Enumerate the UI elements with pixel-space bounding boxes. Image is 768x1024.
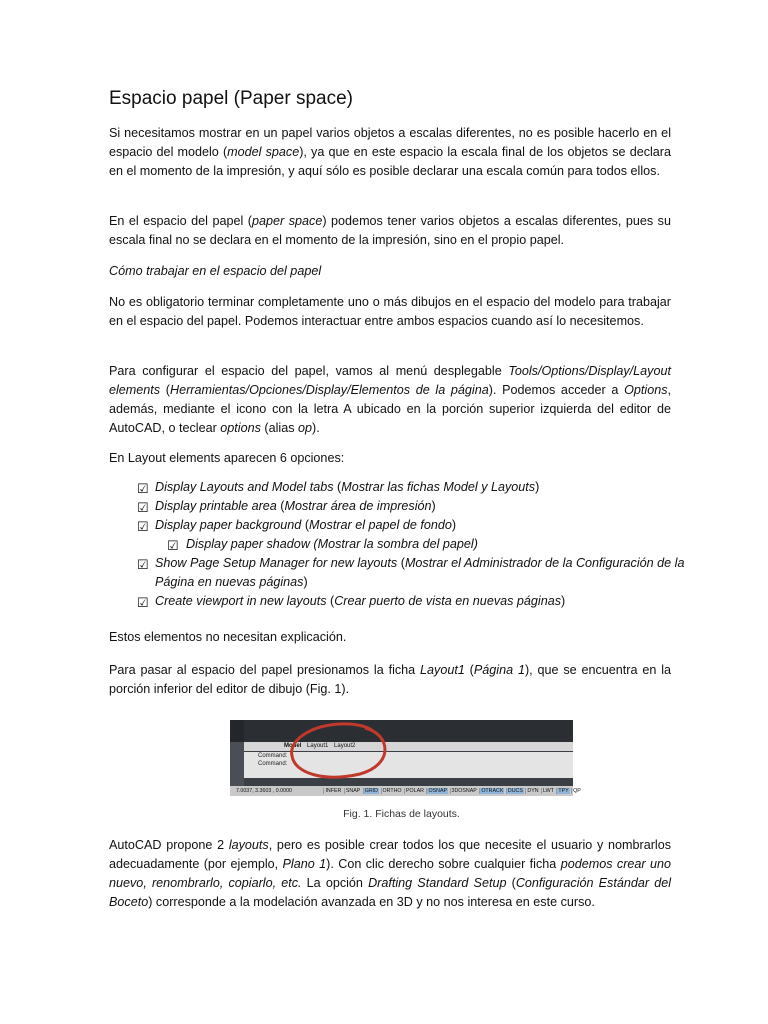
- text-run: ). Con clic derecho sobre cualquier ficha: [326, 857, 561, 871]
- text-run: , además, mediante el icono con la letra A ubicado en la porción superior izquierda del editor de AutoCAD, o teclear: [109, 383, 671, 435]
- drafting-standard-term: Drafting Standard Setup: [368, 876, 507, 890]
- text-run: ): [561, 594, 566, 608]
- text-run: ) corresponde a la modelación avanzada en 3D y no nos interesa en este curso.: [148, 895, 595, 909]
- text-run: , pero es posible crear todos los que necesite el usuario y nombrarlos adecuadamente (por ejemplo,: [109, 838, 671, 871]
- option-es: Mostrar las fichas Model y Layouts: [341, 480, 536, 494]
- text-run: (: [276, 499, 285, 513]
- option-es: Mostrar el Administrador de la Configuración de la Página en nuevas páginas: [155, 556, 685, 589]
- menu-path-es: Herramientas/Opciones/Display/Elementos de la página: [169, 383, 489, 397]
- paragraph-model-space: [109, 124, 671, 181]
- status-toggle-infer[interactable]: INFER: [325, 788, 342, 794]
- checkbox-icon: ☑: [137, 500, 149, 515]
- context-menu-actions: podemos crear uno nuevo, renombrarlo, copiarlo, etc.: [109, 857, 672, 890]
- text-run: ): [451, 518, 457, 532]
- option-en: Display printable area: [155, 499, 277, 513]
- subheading: [109, 262, 671, 281]
- command-side-bar: [230, 742, 244, 788]
- text-run: La opción: [301, 876, 369, 890]
- text-run: (: [464, 663, 474, 677]
- options-term: Options: [624, 383, 668, 397]
- text-run: ) podemos tener varios objetos a escalas diferentes, pues su escala final no se declara en el momento de la impresión, sino en el propio papel.: [109, 214, 671, 247]
- checkbox-icon: ☑: [137, 595, 149, 610]
- emphasis-paper-space: paper space: [252, 214, 323, 228]
- paragraph-layout-tab: [109, 661, 671, 699]
- coordinate-readout: 7.0037, 3.3603 , 0.0000: [236, 788, 292, 794]
- list-item: [109, 535, 689, 554]
- text-run: ). Podemos acceder a: [488, 383, 625, 397]
- list-item: [109, 516, 689, 535]
- status-toggle-dyn[interactable]: DYN: [527, 788, 539, 794]
- text-run: (: [301, 518, 310, 532]
- pagina1-term: Página 1: [473, 663, 525, 677]
- paragraph-no-explanation: Estos elementos no necesitan explicación.: [109, 630, 347, 644]
- tab-layout2[interactable]: Layout2: [334, 743, 356, 749]
- layouts-term: layouts: [228, 838, 269, 852]
- checkbox-icon: ☑: [137, 557, 149, 572]
- list-item: [109, 554, 689, 592]
- status-toggle-snap[interactable]: SNAP: [345, 788, 361, 794]
- status-bar: [230, 786, 581, 796]
- alias-op: op: [298, 421, 313, 435]
- text-run: ), ya que en este espacio la escala final de los objetos se declara en el momento de la impresión, y aquí sólo es posible declarar una escala común para todos ellos.: [109, 145, 671, 178]
- text-run: (: [333, 480, 342, 494]
- status-toggle-ortho[interactable]: ORTHO: [382, 788, 402, 794]
- highlight-circle-annotation: [270, 714, 400, 784]
- text-run: (alias: [260, 421, 299, 435]
- options-command: options: [220, 421, 261, 435]
- figure-caption: Fig. 1. Fichas de layouts.: [343, 808, 460, 820]
- status-toggle-grid[interactable]: GRID: [364, 788, 379, 794]
- checkbox-icon: ☑: [137, 481, 149, 496]
- layout1-term: Layout1: [420, 663, 465, 677]
- text-run: (: [397, 556, 405, 570]
- checkbox-icon: ☑: [167, 538, 179, 553]
- option-es: Mostrar área de impresión: [284, 499, 432, 513]
- emphasis-model-space: model space: [227, 145, 300, 159]
- text-run: Si necesitamos mostrar en un papel varios objetos a escalas diferentes, no es posible hacerlo en el espacio del modelo (: [109, 126, 671, 159]
- checkbox-icon: ☑: [137, 519, 149, 534]
- status-toggle-osnap[interactable]: OSNAP: [428, 788, 448, 794]
- status-toggle-ducs[interactable]: DUCS: [507, 788, 523, 794]
- text-run: ): [431, 499, 436, 513]
- tab-model[interactable]: Model: [284, 743, 302, 749]
- text-run: (: [326, 594, 335, 608]
- status-toggle-otrack[interactable]: OTRACK: [481, 788, 504, 794]
- list-item: [109, 497, 689, 516]
- text-run: Para pasar al espacio del papel presionamos la ficha: [109, 663, 421, 677]
- option-en: Show Page Setup Manager for new layouts: [155, 556, 398, 570]
- option-en: Display Layouts and Model tabs: [155, 480, 334, 494]
- paragraph-interaction: No es obligatorio terminar completamente uno o más dibujos en el espacio del modelo para trabajar en el espacio del papel. Podemos interactuar entre ambos espacios cuando así lo necesitemos.: [109, 295, 671, 328]
- paragraph-layouts-info: [109, 836, 671, 912]
- text-run: En el espacio del papel (: [109, 214, 252, 228]
- page-title: Espacio papel (Paper space): [109, 88, 353, 109]
- text-run: ), que se encuentra en la porción inferior del editor de dibujo (Fig. 1).: [109, 663, 671, 696]
- status-toggle-3dosnap[interactable]: 3DOSNAP: [451, 788, 477, 794]
- layout-options-list: [109, 478, 689, 611]
- autocad-screenshot-figure: [230, 720, 581, 796]
- status-toggle-lwt[interactable]: LWT: [543, 788, 554, 794]
- option-es: Mostrar el papel de fondo: [309, 518, 452, 532]
- command-line: Command:: [258, 753, 288, 759]
- status-toggle-polar[interactable]: POLAR: [406, 788, 424, 794]
- text-run: ).: [312, 421, 320, 435]
- option-en: Create viewport in new layouts: [155, 594, 327, 608]
- text-run: ): [303, 575, 308, 589]
- subheading-text: Cómo trabajar en el espacio del papel: [109, 264, 322, 278]
- status-toggle-qp[interactable]: QP: [573, 788, 581, 794]
- text-run: AutoCAD propone 2: [109, 838, 229, 852]
- paragraph-paper-space: [109, 212, 671, 250]
- status-toggle-tpy[interactable]: TPY: [558, 788, 569, 794]
- list-item: [109, 478, 689, 497]
- paragraph-layout-elements: En Layout elements aparecen 6 opciones:: [109, 451, 345, 465]
- option-en: Display paper background: [155, 518, 302, 532]
- menu-path: Tools/Options/Display/Layout elements: [109, 364, 671, 397]
- text-run: (: [160, 383, 170, 397]
- plano1-term: Plano 1: [282, 857, 327, 871]
- text-run: Para configurar el espacio del papel, vamos al menú desplegable: [109, 364, 509, 378]
- paragraph-configuration: [109, 362, 671, 438]
- command-line: Command:: [258, 761, 288, 767]
- option-en: Display paper shadow (Mostrar la sombra del papel): [186, 537, 478, 551]
- text-run: ): [535, 480, 540, 494]
- configuracion-term: Configuración Estándar del Boceto: [109, 876, 672, 909]
- tab-layout1[interactable]: Layout1: [307, 743, 329, 749]
- text-run: (: [506, 876, 516, 890]
- list-item: [109, 592, 689, 611]
- option-es: Crear puerto de vista en nuevas páginas: [334, 594, 562, 608]
